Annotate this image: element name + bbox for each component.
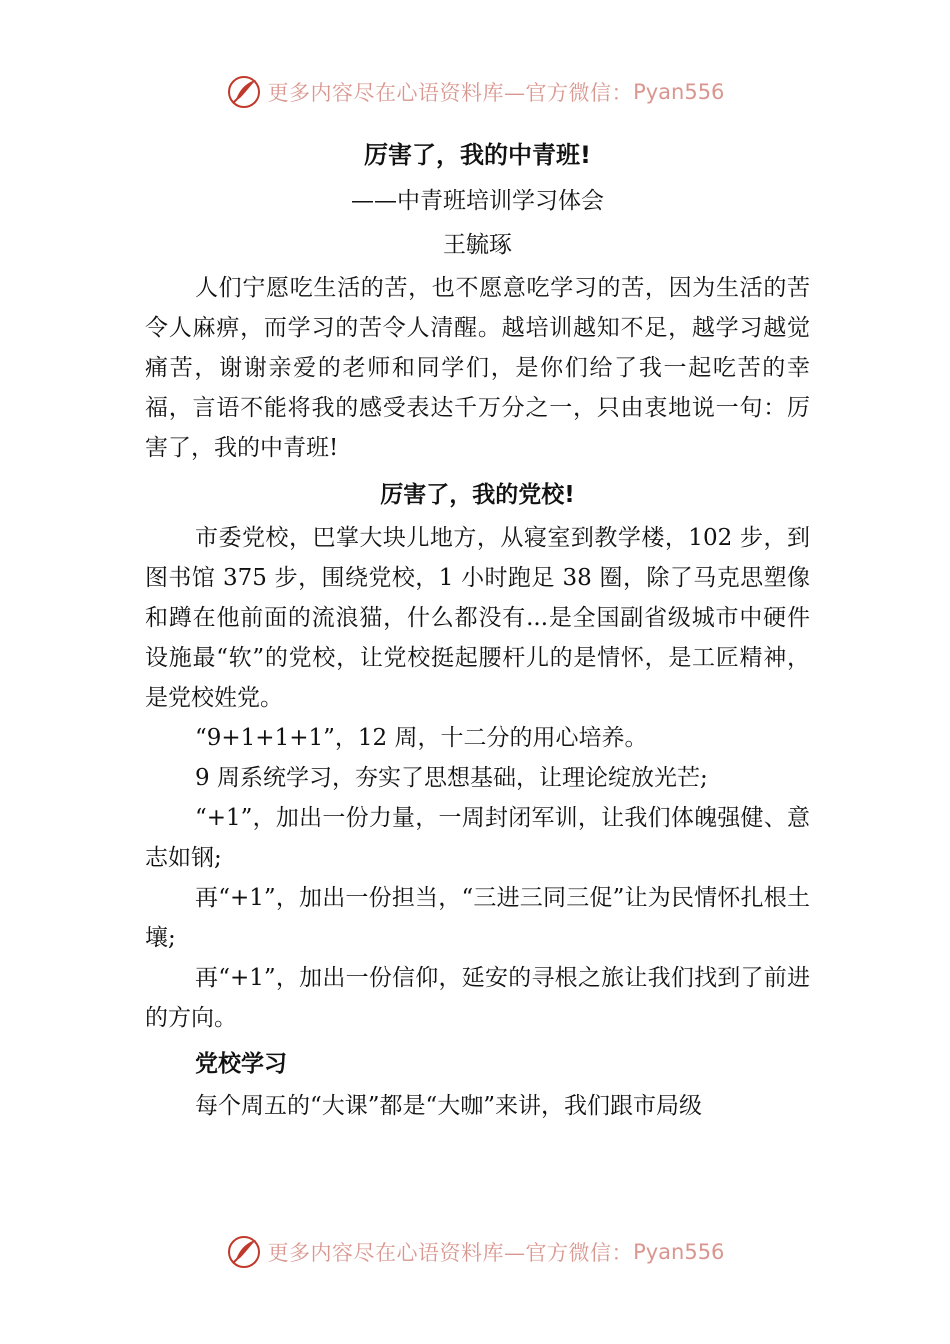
pen-logo-icon (226, 1234, 262, 1270)
section1-paragraph: 市委党校，巴掌大块儿地方，从寝室到教学楼，102 步，到图书馆 375 步，围绕党校，1 小时跑足 38 圈，除了马克思塑像和蹲在他前面的流浪猫，什么都没有...是全国副省级城市中硬件设施最“软”的党校，让党校挺起腰杆儿的是情怀，是工匠精神，是党校姓党。 (145, 525, 810, 711)
document-author: 王毓琢 (443, 232, 512, 258)
section2-heading: 党校学习 (195, 1051, 287, 1077)
pen-logo-icon (226, 74, 262, 110)
watermark-text: 更多内容尽在心语资料库—官方微信： (267, 81, 634, 105)
header-watermark (0, 72, 950, 112)
document-body (145, 130, 810, 1126)
document-subtitle: ——中青班培训学习体会 (351, 188, 604, 214)
watermark-wechat: Pyan556 (633, 80, 725, 104)
section1-paragraph: 9 周系统学习，夯实了思想基础，让理论绽放光芒; (195, 765, 708, 791)
section1-paragraph: 再“+1”，加出一份担当，“三进三同三促”让为民情怀扎根土壤; (145, 885, 810, 951)
intro-paragraph: 人们宁愿吃生活的苦，也不愿意吃学习的苦，因为生活的苦令人麻痹，而学习的苦令人清醒。越培训越知不足，越学习越觉痛苦，谢谢亲爱的老师和同学们，是你们给了我一起吃苦的幸福，言语不能将我的感受表达千万分之一，只由衷地说一句：厉害了，我的中青班! (145, 275, 810, 461)
document-title: 厉害了，我的中青班! (364, 141, 591, 169)
section1-paragraph: “+1”，加出一份力量，一周封闭军训，让我们体魄强健、意志如钢; (145, 805, 810, 871)
section1-heading: 厉害了，我的党校! (380, 482, 575, 508)
footer-watermark (0, 1232, 950, 1272)
section1-paragraph: “9+1+1+1”，12 周，十二分的用心培养。 (195, 725, 648, 751)
section2-paragraph: 每个周五的“大课”都是“大咖”来讲，我们跟市局级 (195, 1093, 703, 1119)
section1-paragraph: 再“+1”，加出一份信仰，延安的寻根之旅让我们找到了前进的方向。 (145, 965, 810, 1031)
watermark-wechat: Pyan556 (633, 1240, 725, 1264)
watermark-text: 更多内容尽在心语资料库—官方微信： (267, 1241, 634, 1265)
